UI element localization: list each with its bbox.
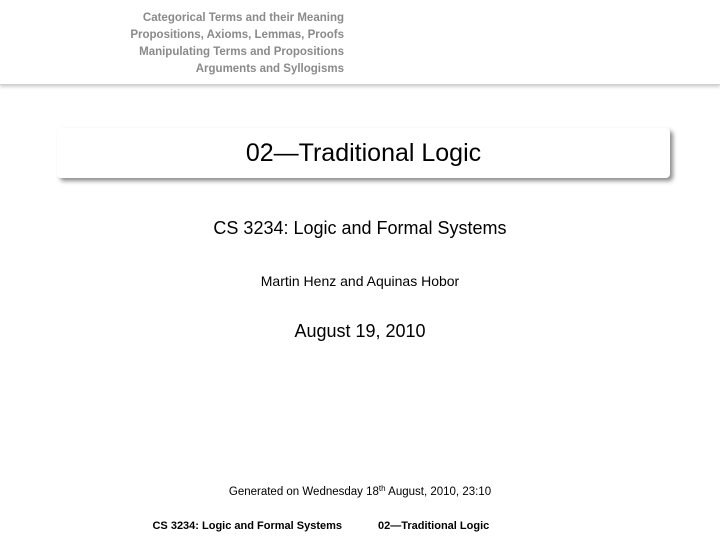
presentation-subtitle: CS 3234: Logic and Formal Systems bbox=[213, 218, 507, 238]
presentation-authors: Martin Henz and Aquinas Hobor bbox=[260, 273, 460, 289]
nav-section-categorical-terms[interactable]: Categorical Terms and their Meaning bbox=[142, 12, 344, 24]
nav-section-arguments[interactable]: Arguments and Syllogisms bbox=[195, 63, 344, 75]
headline-bar bbox=[0, 0, 720, 85]
section-navigation bbox=[130, 10, 344, 78]
presentation-date: August 19, 2010 bbox=[294, 321, 426, 341]
generated-note bbox=[0, 486, 720, 498]
nav-section-manipulating-terms[interactable]: Manipulating Terms and Propositions bbox=[139, 46, 344, 58]
title-block bbox=[57, 128, 670, 178]
footline-title: 02—Traditional Logic bbox=[378, 520, 490, 532]
footline-course: CS 3234: Logic and Formal Systems bbox=[152, 520, 342, 532]
footline bbox=[0, 520, 720, 536]
nav-section-propositions[interactable]: Propositions, Axioms, Lemmas, Proofs bbox=[130, 29, 344, 41]
presentation-title: 02—Traditional Logic bbox=[245, 138, 482, 167]
generated-superscript: th bbox=[378, 484, 386, 493]
generated-suffix: August, 2010, 23:10 bbox=[385, 486, 492, 498]
generated-prefix: Generated on Wednesday 18 bbox=[228, 486, 379, 498]
